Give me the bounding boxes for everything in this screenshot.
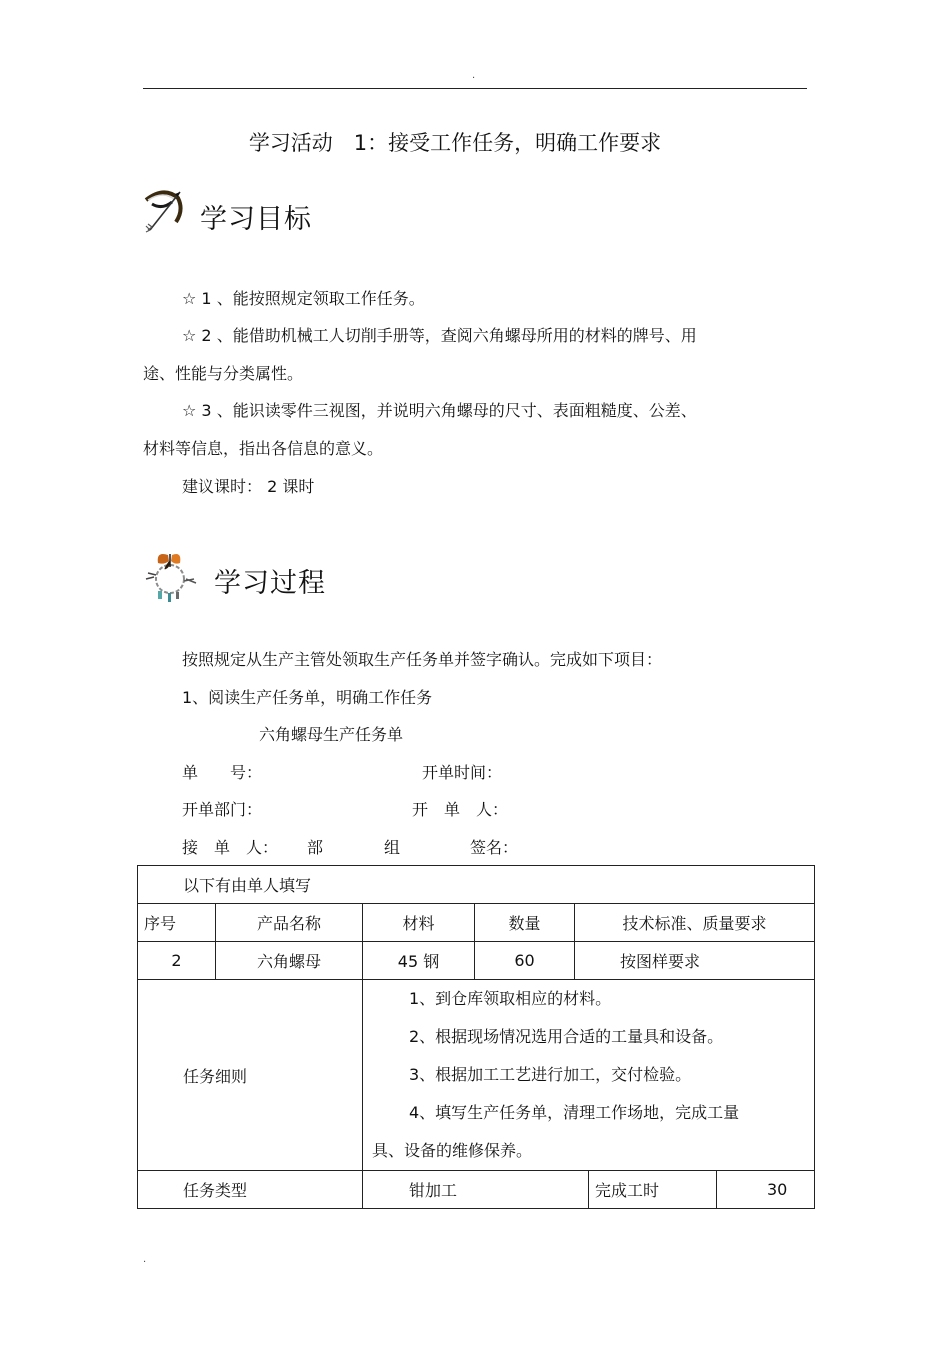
header-cell: 材料: [363, 904, 475, 942]
header-cell: 序号: [138, 904, 216, 942]
dept-label: 开单部门：: [182, 800, 263, 819]
objectives-heading: 学习目标: [200, 204, 312, 235]
sign-label: 签名：: [470, 838, 519, 857]
table-cell: 60: [475, 942, 575, 980]
fill-note: 以下有由单人填写: [138, 866, 815, 904]
bow-arrow-icon: [142, 188, 186, 240]
receiver-label: 接 单 人：: [182, 838, 279, 857]
header-rule: [143, 88, 807, 89]
header-cell: 数量: [475, 904, 575, 942]
butterfly-dreamcatcher-icon: [142, 549, 200, 609]
details-list: [363, 980, 815, 1171]
issuer-label: 开 单 人：: [412, 800, 509, 819]
table-row: [138, 942, 815, 980]
hours-value: 30: [717, 1171, 815, 1209]
open-time-label: 开单时间：: [422, 763, 503, 782]
process-step-1: 1、阅读生产任务单，明确工作任务: [182, 688, 433, 707]
objective-2-cont: 途、性能与分类属性。: [143, 364, 304, 383]
zu-label: 组: [384, 838, 401, 857]
details-item: 具、设备的维修保养。: [372, 1141, 533, 1160]
objective-3-cont: 材料等信息，指出各信息的意义。: [143, 439, 384, 458]
table-row: [138, 866, 815, 904]
details-item: 3、根据加工工艺进行加工，交付检验。: [409, 1065, 692, 1084]
type-value: 钳加工: [363, 1171, 589, 1209]
header-cell: 产品名称: [216, 904, 363, 942]
details-item: 2、根据现场情况选用合适的工量具和设备。: [409, 1027, 724, 1046]
details-label: 任务细则: [138, 980, 363, 1171]
objective-2: ☆ 2 、能借助机械工人切削手册等，查阅六角螺母所用的材料的牌号、用: [182, 326, 697, 345]
process-heading: 学习过程: [214, 568, 326, 599]
objective-3: ☆ 3 、能识读零件三视图，并说明六角螺母的尺寸、表面粗糙度、公差、: [182, 401, 697, 420]
header-cell: 技术标准、质量要求: [575, 904, 815, 942]
table-cell: 45 钢: [363, 942, 475, 980]
header-mark: .: [472, 70, 476, 81]
type-label: 任务类型: [138, 1171, 363, 1209]
hours-label: 完成工时: [589, 1171, 717, 1209]
task-table: [137, 865, 815, 1209]
suggested-hours: 建议课时： 2 课时: [182, 477, 315, 496]
table-header-row: [138, 904, 815, 942]
details-item: 1、到仓库领取相应的材料。: [409, 989, 612, 1008]
table-cell: 六角螺母: [216, 942, 363, 980]
order-no-label: 单 号：: [182, 763, 263, 782]
table-cell: 2: [138, 942, 216, 980]
objective-1: ☆ 1 、能按照规定领取工作任务。: [182, 289, 425, 308]
bu-label: 部: [307, 838, 324, 857]
footer-mark: .: [143, 1254, 147, 1265]
process-intro: 按照规定从生产主管处领取生产任务单并签字确认。完成如下项目：: [182, 650, 663, 669]
activity-title: 学习活动 1：接受工作任务，明确工作要求: [248, 131, 662, 155]
table-row: [138, 1171, 815, 1209]
form-title: 六角螺母生产任务单: [259, 725, 404, 744]
details-row: [138, 980, 815, 1171]
details-item: 4、填写生产任务单，清理工作场地，完成工量: [409, 1103, 740, 1122]
table-cell: 按图样要求: [575, 942, 815, 980]
